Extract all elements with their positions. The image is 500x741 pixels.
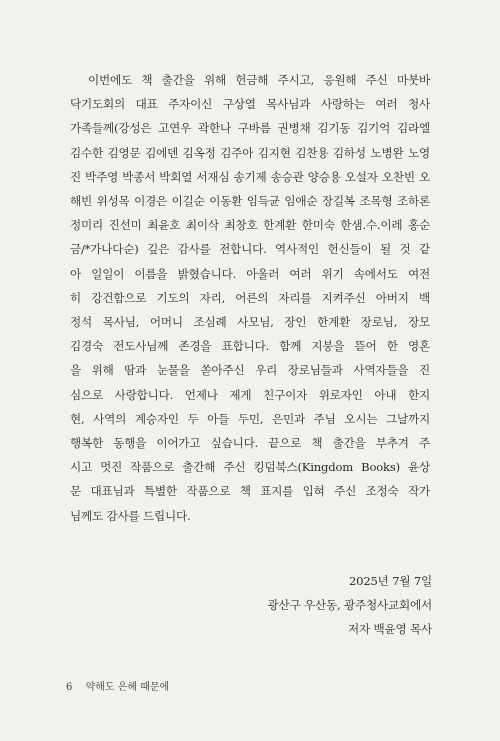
paragraph-line: 가족들께(강성은 고연우 곽한나 구바름 권병채 김기동 김기억 김라엘 [70,121,430,136]
paragraph-line: 김수한 김영문 김에덴 김옥정 김주아 김지현 김찬용 김하성 노병완 노영 [70,145,430,160]
paragraph-line: 을 위해 땀과 눈물을 쏟아주신 우리 장로님들과 사역자들을 진 [70,363,430,378]
paragraph-line: 정미리 진선미 최윤호 최이삭 최창호 한계환 한미숙 한샘.수.이레 홍순 [70,218,430,233]
paragraph-line: 히 강건함으로 기도의 자리, 어른의 자리를 지켜주신 아버지 백 [70,290,430,305]
paragraph-line: 시고 멋진 작품으로 출간해 주신 킹덤북스(Kingdom Books) 윤상 [70,460,430,475]
signature-block [268,569,432,642]
paragraph-line: 닥기도회의 대표 주자이신 구상열 목사님과 사랑하는 여러 청사 [70,97,430,112]
paragraph-line: 이번에도 책 출간을 위해 헌금해 주시고, 응원해 주신 마붓바 [88,73,430,87]
paragraph-line: 해빈 위성목 이경은 이길순 이동환 임득균 임애순 장길복 조목형 조하론 [70,194,430,209]
paragraph-line: 현, 사역의 계승자인 두 아들 두민, 은민과 주님 오시는 그날까지 [70,411,430,426]
page-footer [66,678,169,693]
paragraph-line: 김경숙 전도사님께 존경을 표합니다. 함께 지붕을 뜯어 한 영혼 [70,339,430,354]
paragraph-line: 정석 목사님, 어머니 조심례 사모님, 장인 한계환 장로님, 장모 [70,315,430,330]
acknowledgement-paragraph [70,68,430,528]
page-number: 6 [66,682,73,693]
paragraph-line: 문 대표님과 특별한 작품으로 책 표지를 입혀 주신 조정숙 작가 [70,484,430,499]
paragraph-line: 아 일일이 이름을 밝혔습니다. 아울러 여러 위기 속에서도 여전 [70,266,430,281]
paragraph-line: 금/*가나다순) 깊은 감사를 전합니다. 역사적인 헌신들이 될 것 같 [70,242,430,257]
paragraph-line: 님께도 감사를 드립니다. [70,508,191,523]
running-title: 약해도 은혜 때문에 [85,682,170,693]
signature-place: 광산구 우산동, 광주청사교회에서 [267,598,432,613]
paragraph-line: 심으로 사랑합니다. 언제나 제게 친구이자 위로자인 아내 한지 [70,387,430,402]
paragraph-line: 행복한 동행을 이어가고 싶습니다. 끝으로 책 출간을 부추겨 주 [70,436,430,451]
paragraph-line: 진 박주영 박종서 박회열 서재심 송기제 송승관 양승용 오설자 오찬빈 오 [70,169,430,184]
signature-author: 저자 백윤영 목사 [348,622,432,637]
signature-date: 2025년 7월 7일 [348,574,432,588]
